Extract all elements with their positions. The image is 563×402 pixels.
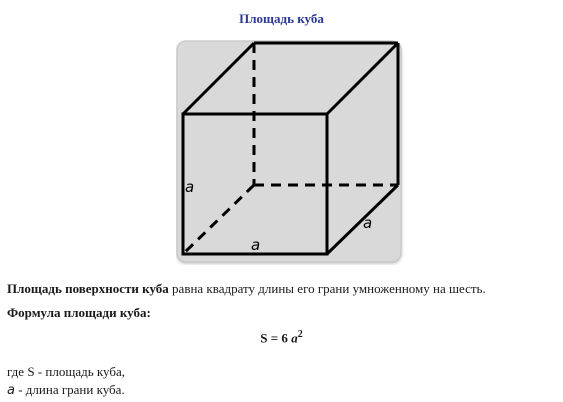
cube-diagram <box>176 40 404 265</box>
edge-label-bottom: a <box>251 236 261 254</box>
definition-a-variable: a <box>7 383 15 398</box>
definition-a-text: - длина грани куба. <box>14 382 125 397</box>
formula-variable: a <box>291 330 298 346</box>
edge-label-left: a <box>185 178 195 196</box>
formula-lhs: S = 6 <box>260 330 292 346</box>
surface-area-description <box>7 281 486 297</box>
surface-area-term: Площадь поверхности куба <box>7 281 169 296</box>
definition-s: где S - площадь куба, <box>7 364 125 379</box>
formula-heading: Формула площади куба: <box>7 305 151 320</box>
formula <box>0 329 563 346</box>
page-title: Площадь куба <box>239 11 324 26</box>
edge-label-depth: a <box>363 214 373 232</box>
cube-figure <box>176 40 404 265</box>
definition-a <box>7 382 125 398</box>
surface-area-rest: равна квадрату длины его грани умноженному на шесть. <box>168 281 486 296</box>
formula-exponent: 2 <box>297 329 303 340</box>
